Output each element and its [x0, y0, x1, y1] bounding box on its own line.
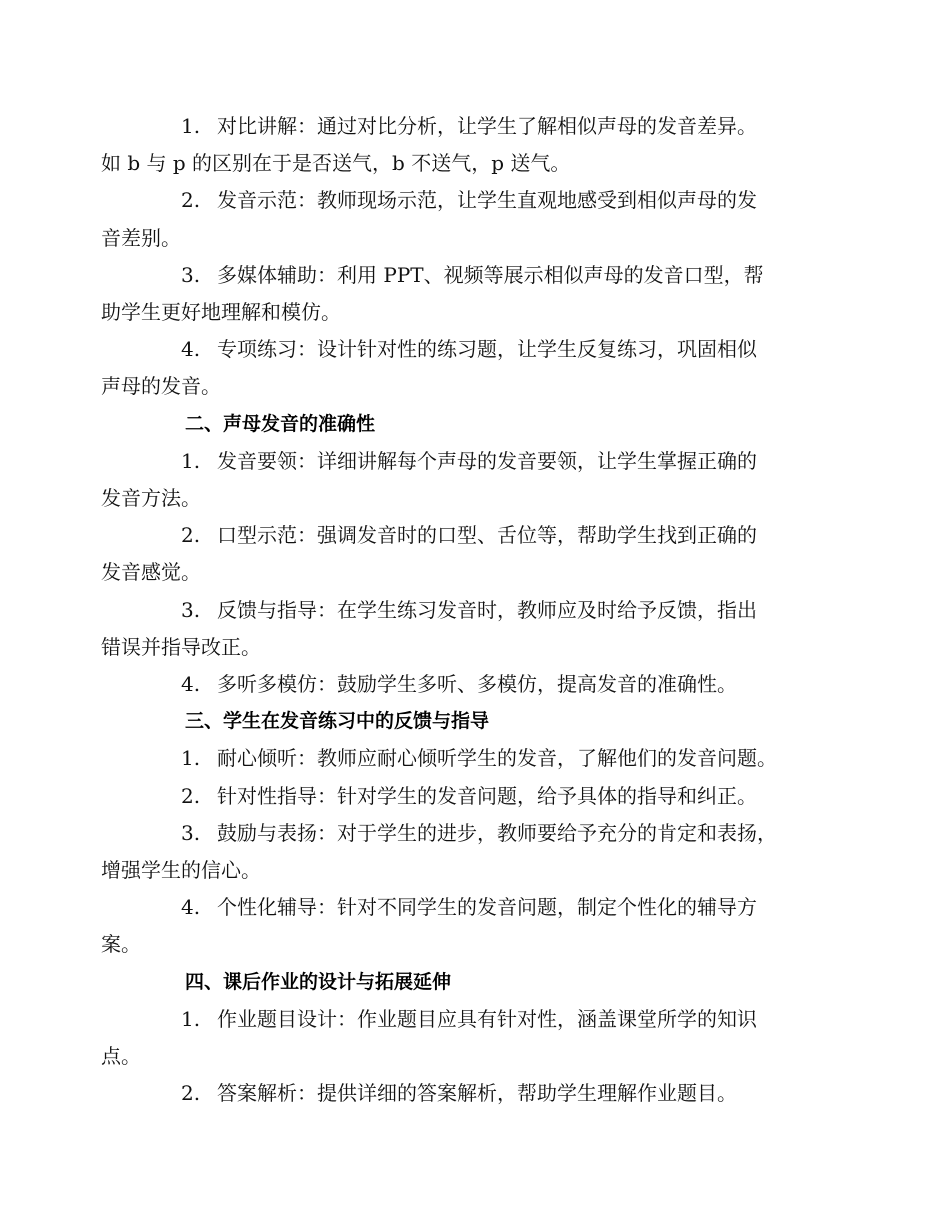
- list-paragraph: [101, 592, 821, 666]
- list-paragraph: [101, 517, 821, 591]
- list-paragraph: [101, 1001, 821, 1075]
- paragraph-text: 针对性指导：针对学生的发音问题，给予具体的指导和纠正。: [217, 783, 757, 808]
- paragraph-continuation: 发音方法。: [101, 486, 201, 511]
- list-paragraph: [101, 443, 821, 517]
- list-number: 3.: [181, 820, 201, 845]
- paragraph-text: 发音要领：详细讲解每个声母的发音要领，让学生掌握正确的: [217, 448, 757, 473]
- list-paragraph: [101, 815, 821, 889]
- paragraph-continuation: 如 b 与 p 的区别在于是否送气，b 不送气，p 送气。: [101, 151, 571, 176]
- list-paragraph: [101, 889, 821, 963]
- paragraph-text: 发音示范：教师现场示范，让学生直观地感受到相似声母的发: [217, 188, 757, 213]
- paragraph-text: 反馈与指导：在学生练习发音时，教师应及时给予反馈，指出: [217, 597, 757, 622]
- paragraph-continuation: 声母的发音。: [101, 374, 221, 399]
- paragraph-text: 多媒体辅助：利用 PPT、视频等展示相似声母的发音口型，帮: [217, 262, 764, 287]
- list-number: 2.: [181, 783, 201, 808]
- paragraph-continuation: 音差别。: [101, 225, 181, 250]
- paragraph-text: 答案解析：提供详细的答案解析，帮助学生理解作业题目。: [217, 1081, 737, 1106]
- paragraph-continuation: 增强学生的信心。: [101, 858, 261, 883]
- list-number: 4.: [181, 895, 201, 920]
- section-heading: 三、学生在发音练习中的反馈与指导: [185, 710, 490, 733]
- list-paragraph: [101, 257, 821, 331]
- list-paragraph: [141, 740, 821, 777]
- paragraph-text: 专项练习：设计针对性的练习题，让学生反复练习，巩固相似: [217, 337, 757, 362]
- paragraph-text: 鼓励与表扬：对于学生的进步，教师要给予充分的肯定和表扬，: [217, 820, 777, 845]
- list-number: 2.: [181, 1081, 201, 1106]
- list-number: 1.: [181, 114, 201, 138]
- list-paragraph: [141, 666, 821, 703]
- list-number: 2.: [181, 188, 201, 213]
- document-body: [101, 108, 821, 1112]
- list-paragraph: [141, 1075, 821, 1112]
- list-paragraph: [141, 778, 821, 815]
- section-heading: 四、课后作业的设计与拓展延伸: [185, 970, 452, 993]
- list-number: 2.: [181, 523, 201, 548]
- list-number: 3.: [181, 262, 201, 287]
- list-number: 4.: [181, 337, 201, 362]
- paragraph-text: 耐心倾听：教师应耐心倾听学生的发音，了解他们的发音问题。: [217, 746, 777, 771]
- paragraph-continuation: 点。: [101, 1044, 141, 1069]
- paragraph-continuation: 发音感觉。: [101, 560, 201, 585]
- list-paragraph: [101, 182, 821, 256]
- paragraph-text: 多听多模仿：鼓励学生多听、多模仿，提高发音的准确性。: [217, 672, 737, 697]
- paragraph-text: 口型示范：强调发音时的口型、舌位等，帮助学生找到正确的: [217, 523, 757, 548]
- list-number: 1.: [181, 1006, 201, 1031]
- list-paragraph: [101, 331, 821, 405]
- paragraph-continuation: 错误并指导改正。: [101, 634, 261, 659]
- paragraph-continuation: 案。: [101, 932, 141, 957]
- list-number: 4.: [181, 672, 201, 697]
- list-number: 1.: [181, 448, 201, 473]
- paragraph-text: 对比讲解：通过对比分析，让学生了解相似声母的发音差异。: [217, 114, 757, 138]
- list-paragraph: [101, 108, 821, 182]
- section-heading: 二、声母发音的准确性: [185, 412, 376, 435]
- paragraph-continuation: 助学生更好地理解和模仿。: [101, 300, 341, 325]
- list-number: 1.: [181, 746, 201, 771]
- paragraph-text: 个性化辅导：针对不同学生的发音问题，制定个性化的辅导方: [217, 895, 757, 920]
- paragraph-text: 作业题目设计：作业题目应具有针对性，涵盖课堂所学的知识: [217, 1006, 757, 1031]
- list-number: 3.: [181, 597, 201, 622]
